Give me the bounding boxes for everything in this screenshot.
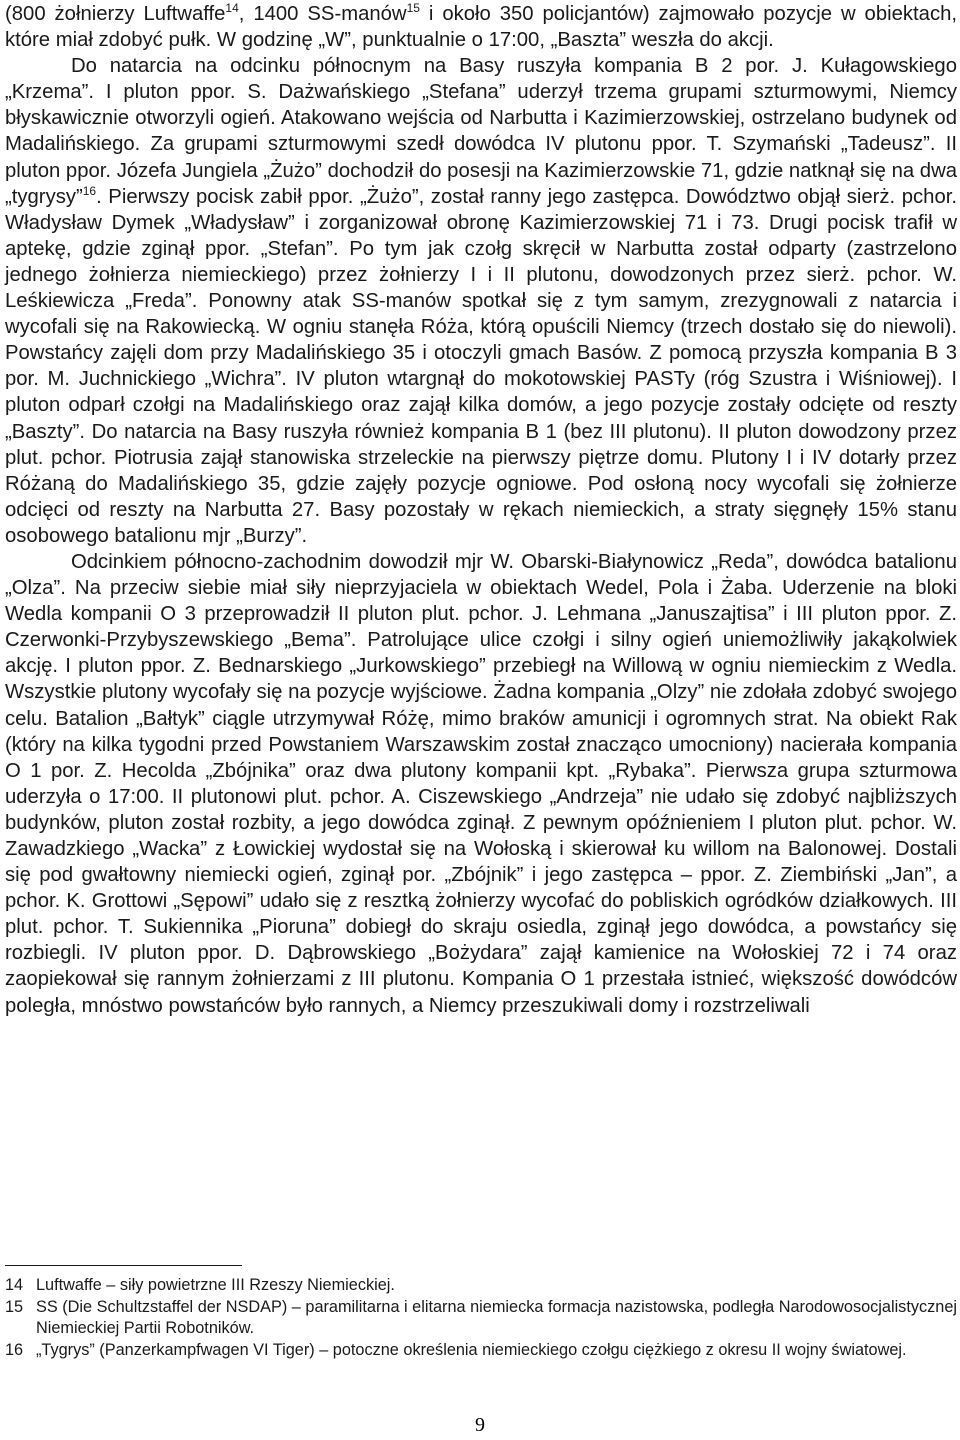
- footnote-text: „Tygrys” (Panzerkampfwagen VI Tiger) – potoczne określenia niemieckiego czołgu ciężkiego z okresu II wojny światowej.: [36, 1340, 907, 1359]
- paragraph-2-text-b: . Pierwszy pocisk zabił ppor. „Żużo”, został ranny jego zastępca. Dowództwo objął sierż. pchor. Władysław Dymek „Władysław” i zorganizował obronę Kazimierzowskiej 71 i 73. Drugi pocisk trafił w aptekę, gdzie zginął ppor. „Stefan”. Po tym jak czołg skręcił w Narbutta został odparty (zastrzelono jednego żołnierza niemieckiego) przez żołnierzy I i II plutonu, dowodzonych przez sierż. pchor. W. Leśkiewicza „Freda”. Ponowny atak SS-manów spotkał się z tym samym, zrezygnowali z natarcia i wycofali się na Rakowiecką. W ogniu stanęła Róża, którą opuścili Niemcy (trzech dostało się do niewoli). Powstańcy zajęli dom przy Madalińskiego 35 i otoczyli gmach Basów. Z pomocą przyszła kompania B 3 por. M. Juchnickiego „Wichra”. IV pluton wtargnął do mokotowskiej PASTy (róg Szustra i Wiśniowej). I pluton odparł czołgi na Madalińskiego oraz zajął kilka domów, a jego pozycje zostały odcięte od reszty „Baszty”. Do natarcia na Basy ruszyła również kompania B 1 (bez III plutonu). II pluton dowodzony przez plut. pchor. Piotrusia zajął stanowiska strzeleckie na pierwszy piętrze domu. Plutony I i IV dotarły przez Różaną do Madalińskiego 35, gdzie zajęły pozycje ogniowe. Pod osłoną nocy wycofali się żołnierze odcięci od reszty na Narbutta 27. Basy pozostały w rękach niemieckich, a straty sięgnęły 15% stanu osobowego batalionu mjr „Burzy”.: [5, 185, 957, 547]
- paragraph-2: [5, 53, 957, 549]
- paragraph-1-text-c: i około 350 policjantów) zajmowało pozycje w obiektach, które miał zdobyć pułk. W godzinę „W”, punktualnie o 17:00, „Baszta” weszła do akcji.: [5, 3, 957, 52]
- footnote-ref-15: 15: [406, 1, 420, 15]
- footnote-number: 15: [5, 1297, 24, 1316]
- footnote-16: [5, 1340, 957, 1362]
- paragraph-1-text-b: , 1400 SS-manów: [238, 3, 407, 25]
- footnote-separator: [5, 1265, 242, 1266]
- page-number: 9: [475, 1414, 485, 1436]
- footnote-number: 16: [5, 1340, 24, 1359]
- document-page: [5, 0, 957, 1440]
- footnote-15: [5, 1297, 957, 1340]
- footnote-text: Luftwaffe – siły powietrzne III Rzeszy Niemieckiej.: [36, 1276, 395, 1294]
- footnote-ref-14: 14: [225, 1, 239, 15]
- paragraph-3: Odcinkiem północno-zachodnim dowodził mjr W. Obarski-Białynowicz „Reda”, dowódca batalionu „Olza”. Na przeciw siebie miał siły nieprzyjaciela w obiektach Wedel, Pola i Żaba. Uderzenie na bloki Wedla kompanii O 3 przeprowadził II pluton plut. pchor. J. Lehmana „Januszajtisa” i III pluton ppor. Z. Czerwonki-Przybyszewskiego „Bema”. Patrolujące ulice czołgi i silny ogień uniemożliwiły jakąkolwiek akcję. I pluton ppor. Z. Bednarskiego „Jurkowskiego” przebiegł na Willową w ogniu niemieckim z Wedla. Wszystkie plutony wycofały się na pozycje wyjściowe. Żadna kompania „Olzy” nie zdołała zdobyć swojego celu. Batalion „Bałtyk” ciągle utrzymywał Różę, mimo braków amunicji i ogromnych strat. Na obiekt Rak (który na kilka tygodni przed Powstaniem Warszawskim został znacząco umocniony) nacierała kompania O 1 por. Z. Hecolda „Zbójnika” oraz dwa plutony kompanii kpt. „Rybaka”. Pierwsza grupa szturmowa uderzyła o 17:00. II plutonowi plut. pchor. A. Ciszewskiego „Andrzeja” nie udało się zdobyć najbliższych budynków, pluton został rozbity, a jego dowódca zginął. Z pewnym opóźnieniem I pluton plut. pchor. W. Zawadzkiego „Wacka” z Łowickiej wydostał się na Wołoską i skierował ku willom na Balonowej. Dostali się pod gwałtowny niemiecki ogień, zginął por. „Zbójnik” i jego zastępca – ppor. Z. Ziembiński „Jan”, a pchor. K. Grottowi „Sępowi” udało się z resztką żołnierzy wycofać do pobliskich ogródków działkowych. III plut. pchor. T. Sukiennika „Pioruna” dobiegł do skraju osiedla, zginął jego dowódca, a powstańcy się rozbiegli. IV pluton ppor. D. Dąbrowskiego „Bożydara” zajął kamienice na Wołoskiej 72 i 74 oraz zaopiekował się rannym żołnierzami z III plutonu. Kompania O 1 przestała istnieć, większość dowódców poległa, mnóstwo powstańców było rannych, a Niemcy przeszukiwali domy i rozstrzeliwali: [5, 550, 957, 1017]
- paragraph-1-text-a: (800 żołnierzy Luftwaffe: [5, 3, 226, 25]
- paragraph-1: [5, 1, 957, 53]
- footnote-text: SS (Die Schultzstaffel der NSDAP) – paramilitarna i elitarna niemiecka formacja nazistowska, podległa Narodowosocjalistycznej Niemieckiej Partii Robotników.: [36, 1297, 957, 1338]
- footnotes: [5, 1275, 957, 1361]
- footnote-14: [5, 1275, 957, 1297]
- footnote-number: 14: [5, 1276, 24, 1294]
- paragraph-2-text-a: Do natarcia na odcinku północnym na Basy ruszyła kompania B 2 por. J. Kułagowskiego „Krzema”. I pluton ppor. S. Dażwańskiego „Stefana” uderzył trzema grupami szturmowymi, Niemcy błyskawicznie otworzyli ogień. Atakowano wejścia od Narbutta i Kazimierzowskiej, ostrzelano budynek od Madalińskiego. Za grupami szturmowymi szedł dowódca IV plutonu ppor. T. Szymański „Tadeusz”. II pluton ppor. Józefa Jungiela „Żużo” dochodził do posesji na Kazimierzowskie 71, gdzie natknął się na dwa „tygrysy”: [5, 55, 957, 208]
- footnote-ref-16: 16: [82, 183, 97, 198]
- main-text: [5, 1, 957, 1019]
